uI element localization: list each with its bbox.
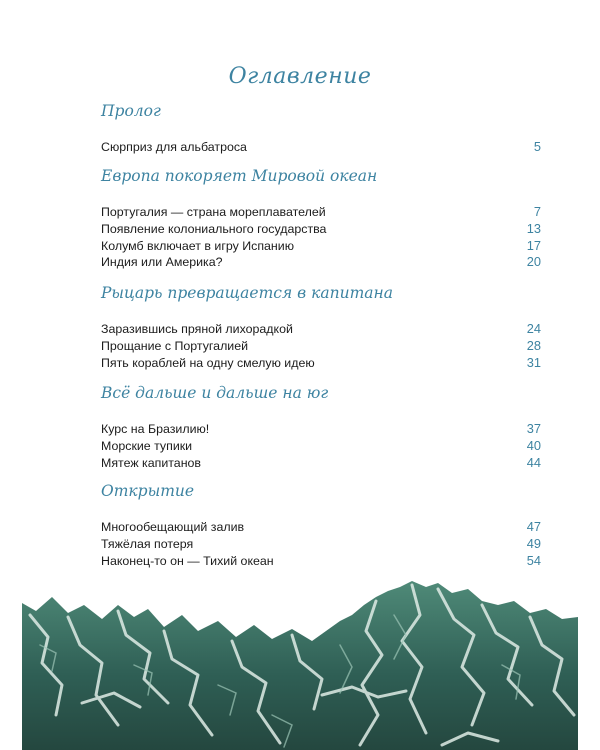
- toc-section-europe: [101, 166, 541, 271]
- entry-page-number: 31: [526, 354, 541, 370]
- section-title: Открытие: [101, 482, 195, 500]
- entry-label: Португалия — страна мореплавателей: [101, 205, 326, 219]
- entry-label: Колумб включает в игру Испанию: [101, 238, 294, 253]
- entry-label: Прощание с Португалией: [101, 338, 249, 353]
- entry-page-number: 20: [526, 254, 541, 270]
- toc-entry[interactable]: [101, 338, 541, 355]
- section-title: Всё дальше и дальше на юг: [101, 384, 329, 402]
- toc-section-prologue: [101, 101, 541, 156]
- section-title: Европа покоряет Мировой океан: [101, 167, 378, 185]
- toc-entry[interactable]: [101, 321, 541, 338]
- entry-label: Появление колониального государства: [101, 221, 327, 236]
- entry-label: Курс на Бразилию!: [101, 422, 210, 436]
- entry-page-number: 24: [526, 321, 541, 336]
- entry-label: Индия или Америка?: [101, 255, 223, 270]
- entry-label: Пять кораблей на одну смелую идею: [101, 355, 315, 370]
- section-title: Рыцарь превращается в капитана: [101, 284, 393, 302]
- section-entries: [101, 139, 541, 156]
- toc-entry[interactable]: [101, 519, 541, 536]
- toc-entry[interactable]: [101, 421, 541, 438]
- toc-entry[interactable]: [101, 355, 541, 372]
- entry-page-number: 17: [526, 237, 541, 253]
- section-entries: [101, 519, 541, 569]
- mountain-range-icon: [22, 575, 578, 750]
- entry-page-number: 28: [526, 337, 541, 353]
- entry-page-number: 5: [533, 139, 541, 154]
- entry-page-number: 47: [526, 519, 541, 534]
- section-title: Пролог: [101, 102, 161, 120]
- entry-page-number: 54: [526, 552, 541, 568]
- toc-entry[interactable]: [101, 553, 541, 570]
- toc-section-south: [101, 383, 541, 471]
- section-entries: [101, 421, 541, 471]
- section-entries: [101, 321, 541, 371]
- toc-section-discovery: [101, 481, 541, 569]
- toc-entry[interactable]: [101, 238, 541, 255]
- entry-label: Многообещающий залив: [101, 520, 245, 534]
- entry-label: Морские тупики: [101, 438, 193, 453]
- toc-entry[interactable]: [101, 204, 541, 221]
- toc-heading: Оглавление: [228, 64, 372, 89]
- entry-page-number: 49: [526, 535, 541, 551]
- toc-entry[interactable]: [101, 221, 541, 238]
- entry-label: Сюрприз для альбатроса: [101, 140, 247, 154]
- toc-entry[interactable]: [101, 254, 541, 271]
- toc-entry[interactable]: [101, 438, 541, 455]
- toc-entry[interactable]: [101, 455, 541, 472]
- entry-label: Тяжёлая потеря: [101, 536, 194, 551]
- entry-page-number: 37: [526, 421, 541, 436]
- section-entries: [101, 204, 541, 271]
- entry-page-number: 40: [526, 437, 541, 453]
- entry-page-number: 7: [533, 204, 541, 219]
- entry-label: Наконец-то он — Тихий океан: [101, 553, 274, 568]
- toc-section-knight: [101, 283, 541, 371]
- entry-page-number: 13: [526, 220, 541, 236]
- entry-label: Заразившись пряной лихорадкой: [101, 322, 293, 336]
- entry-page-number: 44: [526, 454, 541, 470]
- entry-label: Мятеж капитанов: [101, 455, 202, 470]
- toc-entry[interactable]: [101, 536, 541, 553]
- toc-entry[interactable]: [101, 139, 541, 156]
